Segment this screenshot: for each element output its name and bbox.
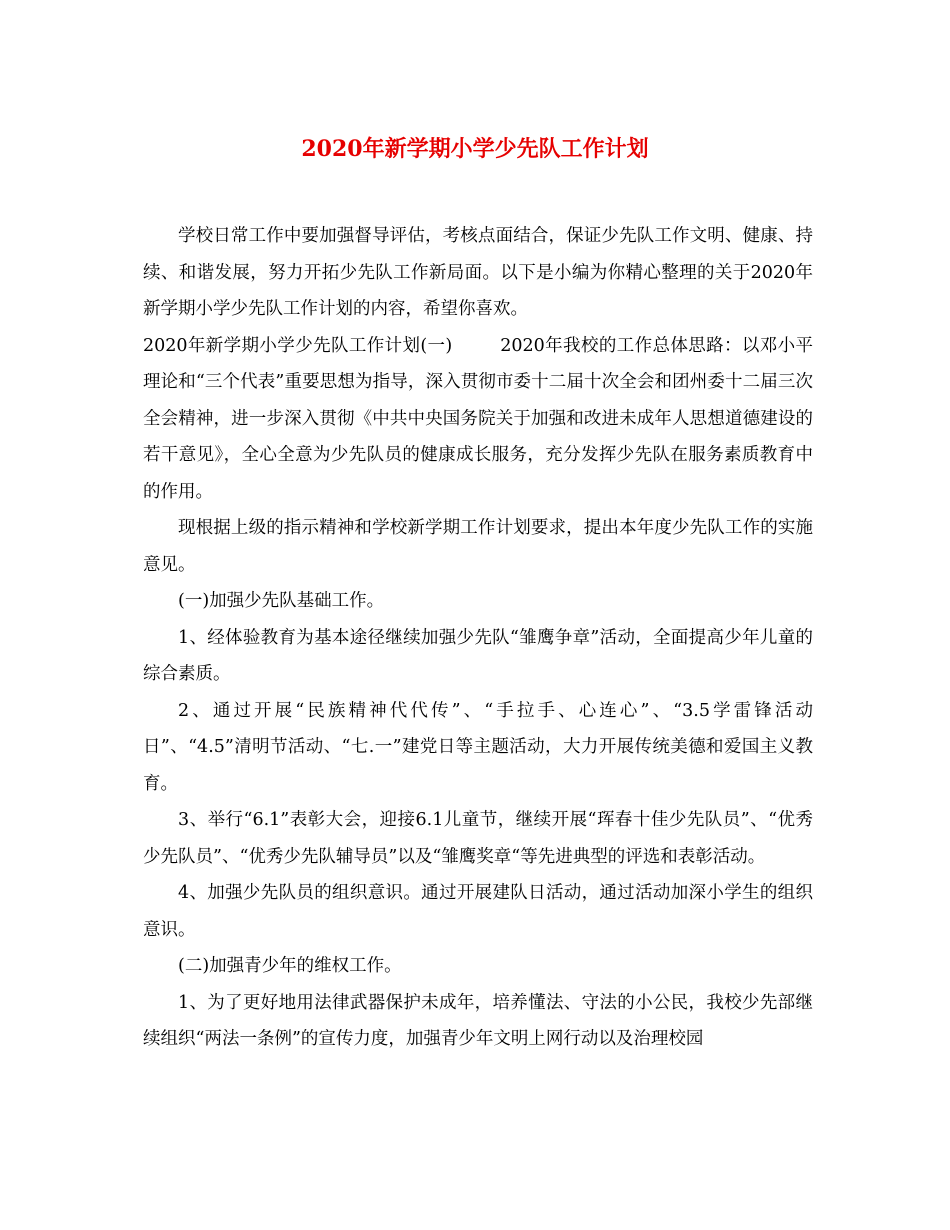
- heading-part-two: (二)加强青少年的维权工作。: [178, 956, 402, 976]
- section-one-heading: 2020年新学期小学少先队工作计划(一): [143, 335, 453, 356]
- list-item-5: 1、为了更好地用法律武器保护未成年，培养懂法、守法的小公民，我校少先部继续组织“两法一条例”的宣传力度，加强青少年文明上网行动以及治理校园: [143, 992, 813, 1049]
- list-item-1: 1、经体验教育为基本途径继续加强少先队“雏鹰争章”活动，全面提高少年儿童的综合素质。: [143, 627, 813, 684]
- list-item-4: 4、加强少先队员的组织意识。通过开展建队日活动，通过活动加深小学生的组织意识。: [143, 883, 813, 940]
- section-one-paragraph: [143, 328, 813, 511]
- document-title: 2020年新学期小学少先队工作计划: [301, 136, 649, 162]
- list-item-3: 3、举行“6.1”表彰大会，迎接6.1儿童节，继续开展“珲春十佳少先队员”、“优秀少先队员”、“优秀少先队辅导员”以及“雏鹰奖章“等先进典型的评选和表彰活动。: [143, 810, 813, 867]
- list-item-2: 2、通过开展“民族精神代代传”、“手拉手、心连心”、“3.5学雷锋活动日”、“4.5”清明节活动、“七.一”建党日等主题活动，大力开展传统美德和爱国主义教育。: [143, 700, 813, 794]
- heading-part-one: (一)加强少先队基础工作。: [178, 591, 385, 611]
- intro-paragraph: 学校日常工作中要加强督导评估，考核点面结合，保证少先队工作文明、健康、持续、和谐发展，努力开拓少先队工作新局面。以下是小编为你精心整理的关于2020年新学期小学少先队工作计划的内容，希望你喜欢。: [143, 226, 813, 319]
- paragraph-implementation: 现根据上级的指示精神和学校新学期工作计划要求，提出本年度少先队工作的实施意见。: [143, 518, 813, 575]
- section-one-text: 2020年我校的工作总体思路：以邓小平理论和“三个代表”重要思想为指导，深入贯彻市委十二届十次全会和团州委十二届三次全会精神，进一步深入贯彻《中共中央国务院关于加强和改进未成年人思想道德建设的若干意见》，全心全意为少先队员的健康成长服务，充分发挥少先队在服务素质教育中的作用。: [143, 335, 813, 502]
- document-body: [143, 218, 813, 1058]
